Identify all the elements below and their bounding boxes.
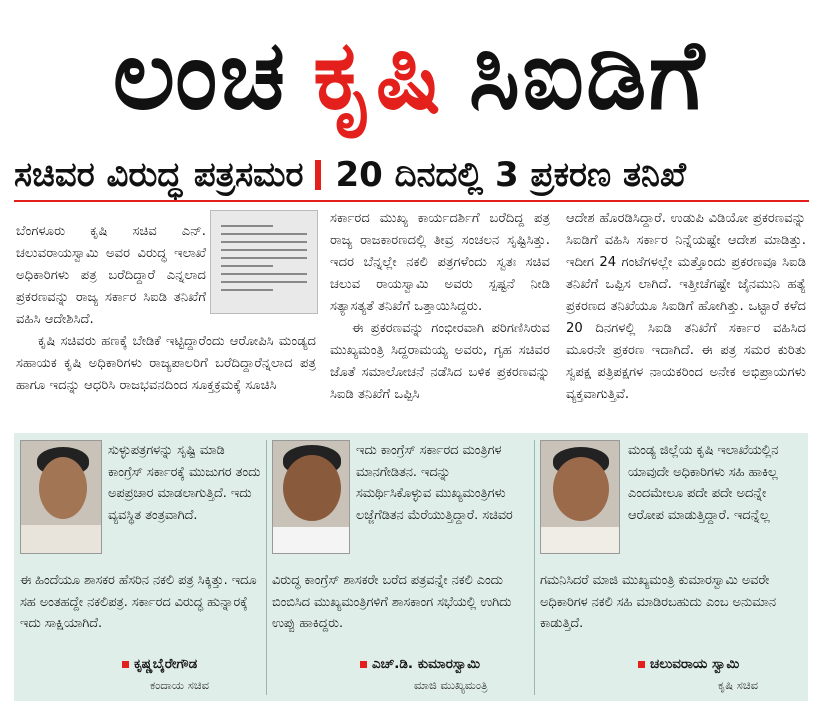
dateline: ಬೆಂಗಳೂರು (16, 224, 66, 240)
headline (0, 0, 819, 150)
bullet-icon (638, 661, 645, 668)
subheadline (14, 152, 809, 198)
article-col1-bottom-text: ಕೃಷಿ ಸಚಿವರು ಹಣಕ್ಕೆ ಬೇಡಿಕೆ ಇಟ್ಟಿದ್ದಾರೆಂದು ಆರೋಪಿಸಿ ಮಂಡ್ಯದ ಸಹಾಯಕ ಕೃಷಿ ಅಧಿಕಾರಿಗಳು ರಾಜ್ಯಪಾಲರಿಗೆ ಬರೆದಿದ್ದಾರೆನ್ನಲಾದ ಪತ್ರ ಹಾಗೂ ಇದನ್ನು ಆಧರಿಸಿ ರಾಜಭವನದಿಂದ ಸೂಕ್ತಕ್ರಮಕ್ಕೆ ಸೂಚಿಸಿ (16, 334, 316, 394)
subhead-rule (14, 200, 809, 202)
headline-part2: ಕೃಷಿ (313, 19, 443, 131)
quote-3-side-text: ಮಂಡ್ಯ ಜಿಲ್ಲೆಯ ಕೃಷಿ ಇಲಾಖೆಯಲ್ಲಿನ ಯಾವುದೇ ಅಧಿಕಾರಿಗಳು ಸಹಿ ಹಾಕಿಲ್ಲ ಎಂದಮೇಲೂ ಪದೇ ಪದೇ ಅದನ್ನೇ ಆರೋಪ ಮಾಡುತ್ತಿದ್ದಾರೆ. ಇದನ್ನೆಲ್ಲ (628, 443, 779, 523)
quote-3-full-text: ಗಮನಿಸಿದರೆ ಮಾಜಿ ಮುಖ್ಯಮಂತ್ರಿ ಕುಮಾರಸ್ವಾಮಿ ಅವರೇ ಅಧಿಕಾರಿಗಳ ನಕಲಿ ಸಹಿ ಮಾಡಿರಬಹುದು ಎಂಬ ಅನುಮಾನ ಕಾಡುತ್ತಿದೆ. (540, 573, 776, 631)
quote-2-signature (360, 656, 480, 672)
bullet-icon (360, 661, 367, 668)
letter-photo (210, 210, 318, 314)
quote-1-name: ಕೃಷ್ಣಬೈರೇಗೌಡ (134, 656, 198, 672)
quote-divider-1 (266, 440, 267, 695)
headline-part1: ಲಂಚ (112, 19, 288, 131)
quote-1-full (20, 570, 264, 635)
subhead-separator (315, 160, 321, 190)
quote-3-signature (638, 656, 739, 672)
quote-1-full-text: ಈ ಹಿಂದೆಯೂ ಶಾಸಕರ ಹೆಸರಿನ ನಕಲಿ ಪತ್ರ ಸಿಕ್ಕಿತ್ತು. ಇದೂ ಸಹ ಅಂತಹದ್ದೇ ನಕಲಿಪತ್ರ. ಸರ್ಕಾರದ ವಿರುದ್ಧ ಹುನ್ನಾರಕ್ಕೆ ಇದು ಸಾಕ್ಷಿಯಾಗಿದೆ. (20, 573, 257, 631)
quote-2-side (356, 440, 528, 526)
quote-1-role: ಕಂದಾಯ ಸಚಿವ (150, 678, 209, 692)
quote-3-name: ಚಲುವರಾಯ ಸ್ವಾಮಿ (650, 656, 740, 672)
quote-3-full (540, 570, 804, 635)
photo-krishna-byregowda (20, 440, 102, 554)
photo-chaluvarayaswamy (540, 440, 620, 554)
quote-2-role: ಮಾಜಿ ಮುಖ್ಯಮಂತ್ರಿ (414, 678, 488, 692)
quote-2-full-text: ವಿರುದ್ಧ ಕಾಂಗ್ರೆಸ್ ಶಾಸಕರೇ ಬರೆದ ಪತ್ರವನ್ನೇ ನಕಲಿ ಎಂದು ಬಿಂಬಿಸಿದ ಮುಖ್ಯಮಂತ್ರಿಗಳಿಗೆ ಶಾಸಕಾಂಗ ಸಭೆಯಲ್ಲಿ ಉಗಿದು ಉಪ್ಪು ಹಾಕಿದ್ದರು. (272, 573, 512, 631)
quote-3-role: ಕೃಷಿ ಸಚಿವ (718, 678, 758, 692)
article-col1-bottom (16, 318, 316, 410)
headline-part3: ಸಿಐಡಿಗೆ (468, 19, 707, 131)
article-col1-top-text: ಕೃಷಿ ಸಚಿವ ಎನ್. ಚಲುವರಾಯಸ್ವಾಮಿ ಅವರ ವಿರುದ್ಧ ಇಲಾಖೆ ಅಧಿಕಾರಿಗಳು ಪತ್ರ ಬರೆದಿದ್ದಾರೆ ಎನ್ನಲಾದ ಪ್ರಕರಣವನ್ನು ರಾಜ್ಯ ಸರ್ಕಾರ ಸಿಐಡಿ ತನಿಖೆಗೆ ವಹಿಸಿ ಆದೇಶಿಸಿದೆ. (16, 224, 206, 328)
subhead-right: 20 ದಿನದಲ್ಲಿ 3 ಪ್ರಕರಣ ತನಿಖೆ (335, 155, 687, 195)
quote-1-side-text: ಸುಳ್ಳುಪತ್ರಗಳನ್ನು ಸೃಷ್ಟಿ ಮಾಡಿ ಕಾಂಗ್ರೆಸ್ ಸರ್ಕಾರಕ್ಕೆ ಮುಜುಗರ ತಂದು ಅಪಪ್ರಚಾರ ಮಾಡಲಾಗುತ್ತಿದೆ. ಇದು ವ್ಯವಸ್ಥಿತ ತಂತ್ರವಾಗಿದೆ. (108, 443, 261, 523)
subhead-left: ಸಚಿವರ ವಿರುದ್ಧ ಪತ್ರಸಮರ (14, 155, 304, 195)
photo-hd-kumaraswamy (272, 440, 350, 554)
article-col3-text: ಆದೇಶ ಹೊರಡಿಸಿದ್ದಾರೆ. ಉಡುಪಿ ವಿಡಿಯೋ ಪ್ರಕರಣವನ್ನು ಸಿಐಡಿಗೆ ವಹಿಸಿ ಸರ್ಕಾರ ನಿನ್ನೆಯಷ್ಟೇ ಆದೇಶ ಮಾಡಿತ್ತು. ಇದೀಗ 24 ಗಂಟೆಗಳಲ್ಲೇ ಮತ್ತೊಂದು ಪ್ರಕರಣವೂ ಸಿಐಡಿ ತನಿಖೆಗೆ ಒಪ್ಪಿಸ ಲಾಗಿದೆ. ಇತ್ತೀಚೆಗಷ್ಟೇ ಜೈನಮುನಿ ಹತ್ಯೆ ಪ್ರಕರಣದ ತನಿಖೆಯೂ ಸಿಐಡಿಗೆ ಹೋಗಿತ್ತು. ಒಟ್ಟಾರೆ ಕಳೆದ 20 ದಿನಗಳಲ್ಲಿ ಸಿಐಡಿ ತನಿಖೆಗೆ ಸರ್ಕಾರ ವಹಿಸಿದ ಮೂರನೇ ಪ್ರಕರಣ ಇದಾಗಿದೆ. ಈ ಪತ್ರ ಸಮರ ಕುರಿತು ಸ್ವಪಕ್ಷ ಪತ್ರಿಪಕ್ಷಗಳ ನಾಯಕರಿಂದ ಅನೇಕ ಅಭಿಪ್ರಾಯಗಳು ವ್ಯಕ್ತವಾಗುತ್ತಿವೆ. (566, 211, 806, 402)
article-col2-p2: ಈ ಪ್ರಕರಣವನ್ನು ಗಂಭೀರವಾಗಿ ಪರಿಗಣಿಸಿರುವ ಮುಖ್ಯಮಂತ್ರಿ ಸಿದ್ದರಾಮಯ್ಯ ಅವರು, ಗೃಹ ಸಚಿವರ ಜೊತೆ ಸಮಾಲೋಚನೆ ನಡೆಸಿದ ಬಳಿಕ ಪ್ರಕರಣವನ್ನು ಸಿಐಡಿ ತನಿಖೆಗೆ ಒಪ್ಪಿಸಿ (330, 321, 550, 402)
quote-2-name: ಎಚ್.ಡಿ. ಕುಮಾರಸ್ವಾಮಿ (372, 656, 481, 672)
quote-1-signature (122, 656, 197, 672)
article-col2 (330, 208, 550, 406)
quote-2-full (272, 570, 530, 635)
quote-1-side (108, 440, 262, 526)
article-col3 (566, 208, 806, 406)
quote-divider-2 (534, 440, 535, 695)
bullet-icon (122, 661, 129, 668)
article-col2-p1: ಸರ್ಕಾರದ ಮುಖ್ಯ ಕಾರ್ಯದರ್ಶಿಗೆ ಬರೆದಿದ್ದ ಪತ್ರ ರಾಜ್ಯ ರಾಜಕಾರಣದಲ್ಲಿ ತೀವ್ರ ಸಂಚಲನ ಸೃಷ್ಟಿಸಿತ್ತು. ಇದರ ಬೆನ್ನಲ್ಲೇ ನಕಲಿ ಪತ್ರಗಳೆಂದು ಸ್ವತಃ ಸಚಿವ ಚಲುವ ರಾಯಸ್ವಾಮಿ ಅವರು ಸ್ಪಷ್ಟನೆ ನೀಡಿ ಸತ್ಯಾಸತ್ಯತೆ ತನಿಖೆಗೆ ಒತ್ತಾಯಿಸಿದ್ದರು. (330, 211, 550, 314)
quote-3-side (628, 440, 804, 526)
quote-2-side-text: ಇದು ಕಾಂಗ್ರೆಸ್ ಸರ್ಕಾರದ ಮಂತ್ರಿಗಳ ಮಾನಗೇಡಿತನ. ಇದನ್ನು ಸಮರ್ಥಿಸಿಕೊಳ್ಳುವ ಮುಖ್ಯಮಂತ್ರಿಗಳು ಲಜ್ಜೆಗೆಡಿತನ ಮೆರೆಯುತ್ತಿದ್ದಾರೆ. ಸಚಿವರ (356, 443, 513, 523)
